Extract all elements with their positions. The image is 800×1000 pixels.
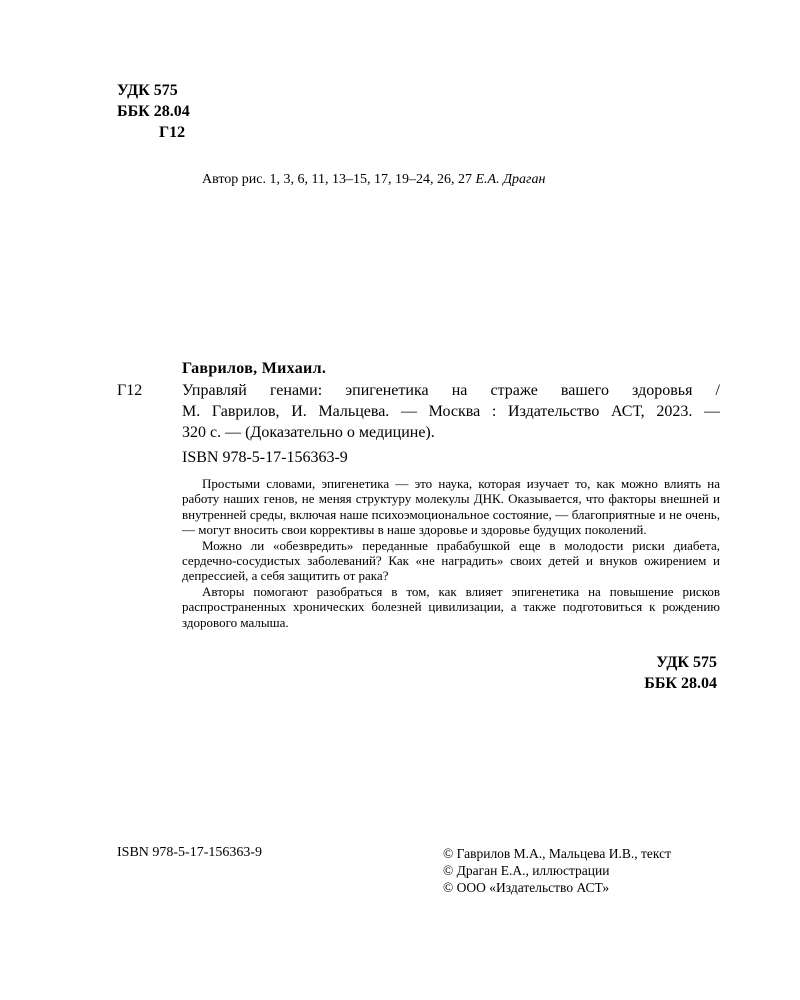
classification-block-top bbox=[117, 80, 190, 143]
copyright-line: © ООО «Издательство АСТ» bbox=[443, 880, 610, 895]
bbk-code: ББК 28.04 bbox=[644, 675, 717, 692]
bibliographic-entry bbox=[117, 380, 720, 443]
illustration-credit-text: Автор рис. 1, 3, 6, 11, 13–15, 17, 19–24, 26, 27 bbox=[202, 172, 472, 187]
illustrator-name: Е.А. Драган bbox=[475, 172, 546, 187]
author-mark-code: Г12 bbox=[117, 382, 143, 399]
annotation bbox=[182, 476, 720, 630]
udk-code: УДК 575 bbox=[117, 82, 178, 99]
bibliographic-record bbox=[117, 358, 720, 630]
author-mark: Г12 bbox=[159, 124, 186, 141]
annotation-paragraph: Можно ли «обезвредить» переданные прабабушкой еще в молодости риски диабета, сердечно-сосудистых заболеваний? Как «не наградить» своих детей и внуков ожирением и депрессией, а себя защитить от рака? bbox=[182, 537, 720, 584]
udk-code: УДК 575 bbox=[656, 654, 717, 671]
annotation-paragraph: Простыми словами, эпигенетика — это наука, которая изучает то, как можно влиять на работу наших генов, не меняя структуру молекулы ДНК. Оказывается, что факторы внешней и внутренней среды, включая наше психоэмоциональное состояние, — благоприятные и не очень, — могут вносить свои коррективы в наше здоровье и здоровье будущих поколений. bbox=[182, 476, 720, 538]
bibliographic-description bbox=[182, 380, 720, 443]
isbn-record: ISBN 978-5-17-156363-9 bbox=[182, 449, 348, 466]
copyright-block bbox=[443, 845, 671, 896]
isbn-footer: ISBN 978-5-17-156363-9 bbox=[117, 845, 263, 860]
description-line-2: М. Гаврилов, И. Мальцева. — Москва : Издательство АСТ, 2023. — bbox=[182, 403, 720, 420]
description-line-3: 320 с. — (Доказательно о медицине). bbox=[182, 424, 435, 441]
annotation-paragraph: Авторы помогают разобраться в том, как влияет эпигенетика на повышение рисков распространенных хронических болезней цивилизации, а также подготовиться к рождению здорового малыша. bbox=[182, 583, 720, 630]
bbk-code: ББК 28.04 bbox=[117, 103, 190, 120]
copyright-line: © Гаврилов М.А., Мальцева И.В., текст bbox=[443, 846, 671, 861]
classification-block-bottom bbox=[644, 652, 717, 694]
description-line-1: Управляй генами: эпигенетика на страже вашего здоровья / bbox=[182, 382, 720, 399]
author-heading: Гаврилов, Михаил. bbox=[182, 360, 327, 377]
copyright-line: © Драган Е.А., иллюстрации bbox=[443, 863, 610, 878]
illustration-credit bbox=[202, 172, 545, 188]
